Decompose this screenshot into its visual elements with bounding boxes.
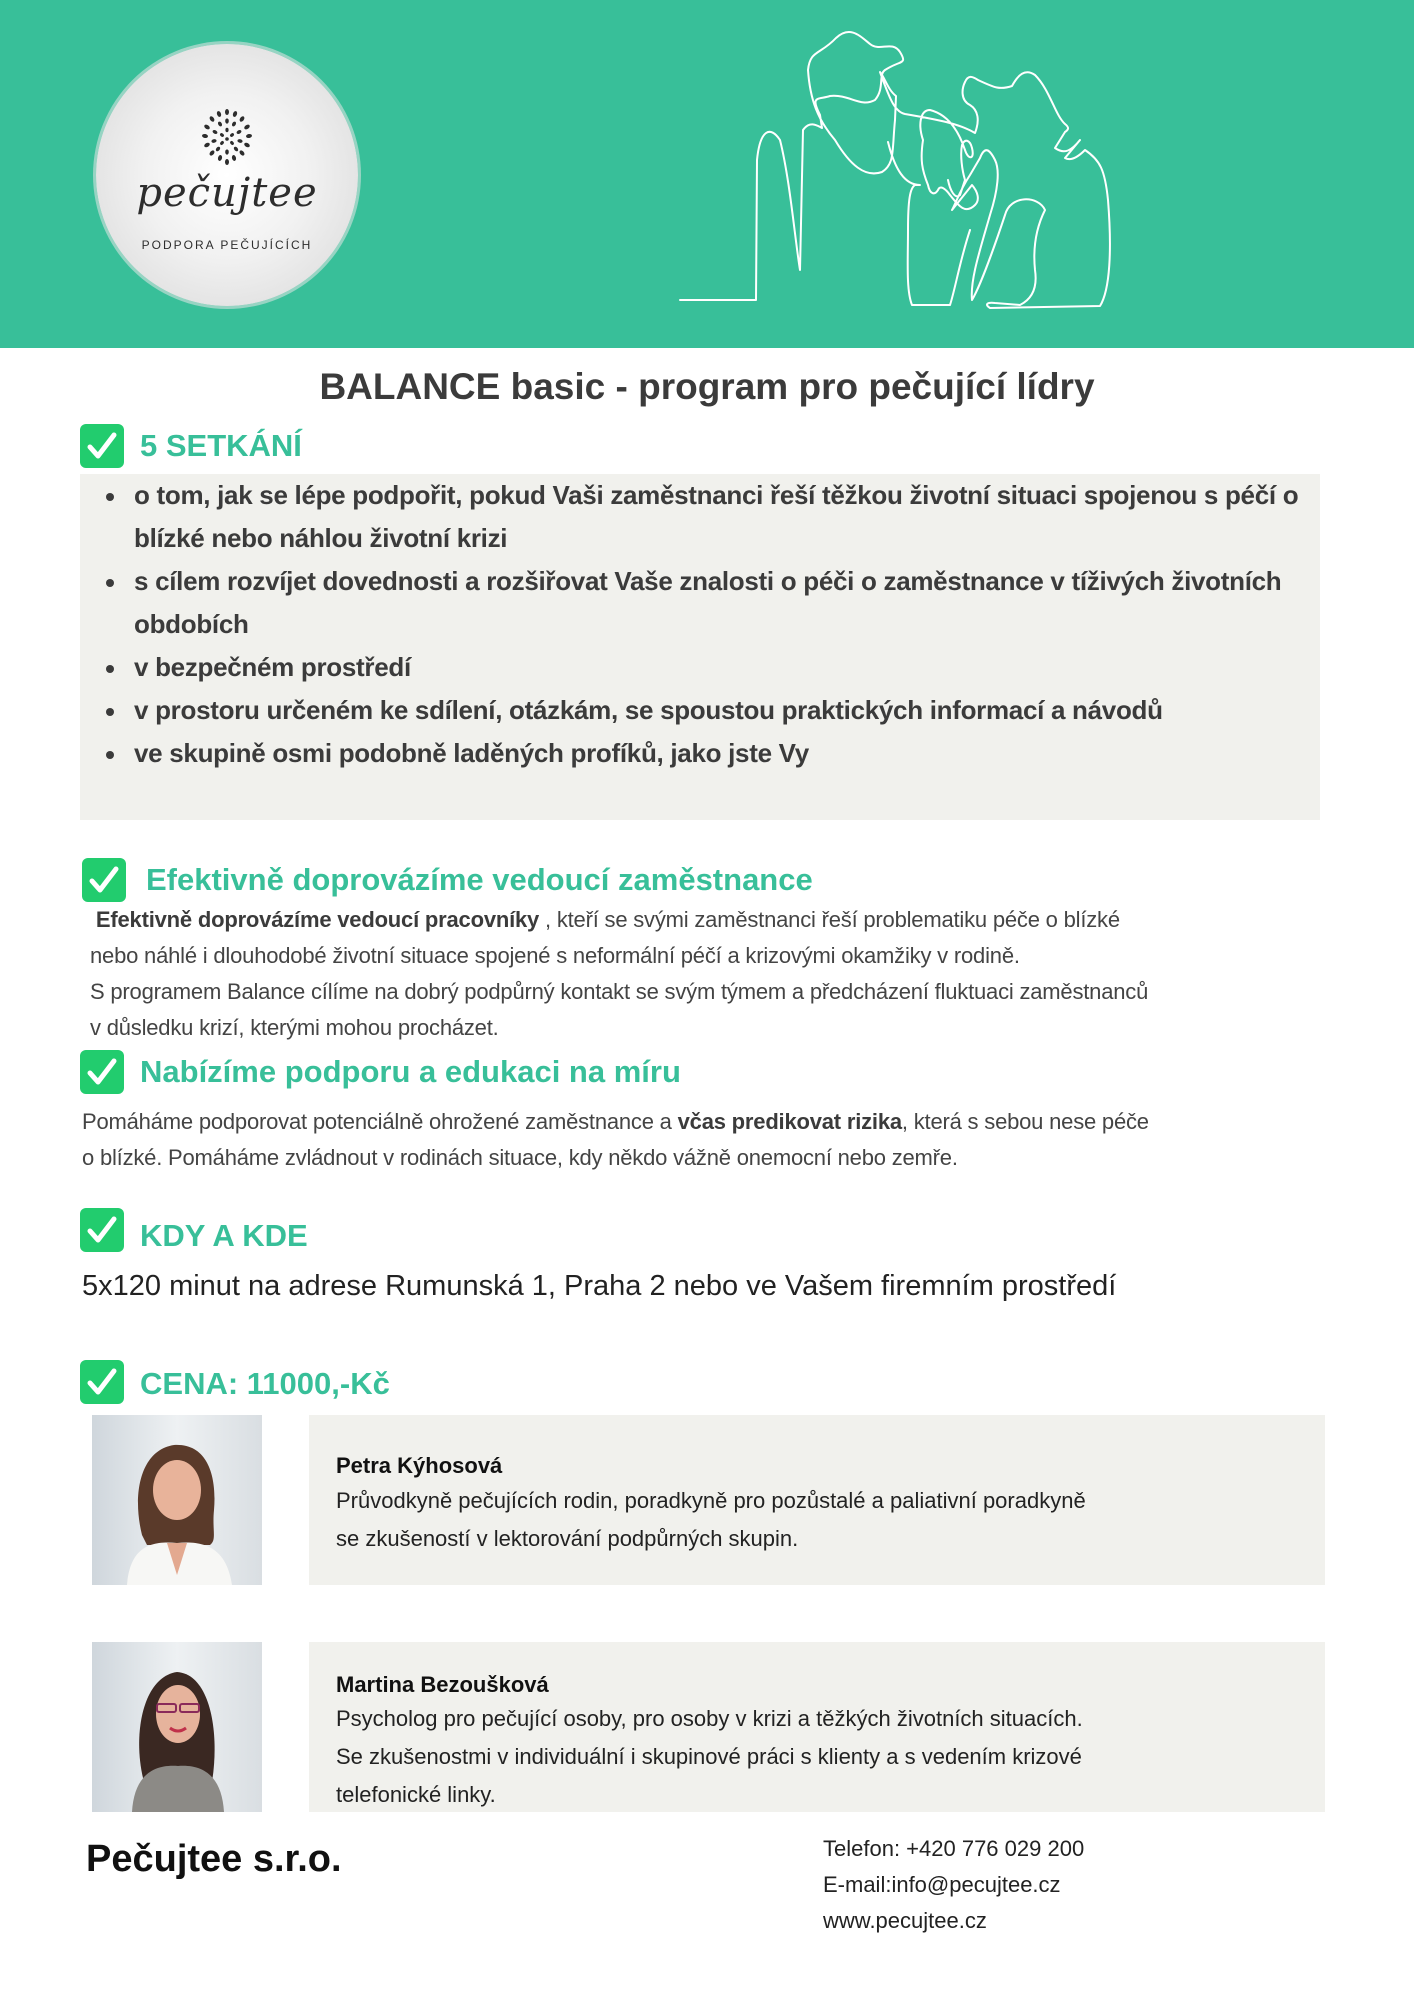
kdy-kde-text: 5x120 minut na adrese Rumunská 1, Praha 2 nebo ve Vašem firemním prostředí bbox=[82, 1270, 1117, 1302]
nabizime-paragraph: Pomáháme podporovat potenciálně ohrožené zaměstnance a včas predikovat rizika, která s sebou nese péče o blízké. Pomáháme zvládnout v rodinách situace, kdy někdo vážně onemocní nebo zemře. bbox=[82, 1109, 1149, 1170]
section-heading-cena: CENA: 11000,-Kč bbox=[140, 1366, 390, 1401]
checkmark-icon bbox=[82, 858, 126, 902]
lecturer-photo-martina bbox=[92, 1642, 262, 1812]
section-heading-setkani: 5 SETKÁNÍ bbox=[140, 428, 302, 463]
header-banner bbox=[0, 0, 1414, 348]
checkmark-icon bbox=[80, 1360, 124, 1404]
logo-wordmark: pečujtee bbox=[136, 170, 318, 216]
checkmark-icon bbox=[80, 424, 124, 468]
setkani-bullet-list bbox=[100, 474, 1340, 775]
caregivers-line-illustration bbox=[660, 0, 1414, 348]
logo bbox=[96, 44, 358, 306]
section-heading-efektivne: Efektivně doprovázíme vedoucí zaměstnance bbox=[146, 862, 813, 897]
section-heading-kdy: KDY A KDE bbox=[140, 1218, 308, 1253]
contact-email[interactable]: E-mail:info@pecujtee.cz bbox=[823, 1872, 1061, 1897]
list-item: v bezpečném prostředí bbox=[100, 646, 1340, 689]
section-heading-nabizime: Nabízíme podporu a edukaci na míru bbox=[140, 1054, 681, 1089]
lecturer-description: Psycholog pro pečující osoby, pro osoby v krizi a těžkých životních situacích. Se zkušenostmi v individuální i skupinové práci s klienty a s vedením krizové telefonické linky. bbox=[336, 1706, 1083, 1807]
lecturer-card-petra bbox=[309, 1415, 1325, 1585]
lecturer-name: Martina Bezoušková bbox=[336, 1672, 549, 1697]
company-name: Pečujtee s.r.o. bbox=[86, 1838, 342, 1880]
lecturer-name: Petra Kýhosová bbox=[336, 1453, 503, 1478]
lecturer-description: Průvodkyně pečujících rodin, poradkyně pro pozůstalé a paliativní poradkyně se zkušeností v lektorování podpůrných skupin. bbox=[336, 1488, 1086, 1551]
logo-subtitle: PODPORA PEČUJÍCÍCH bbox=[141, 238, 313, 252]
contact-website[interactable]: www.pecujtee.cz bbox=[823, 1908, 987, 1933]
efektivne-paragraph: Efektivně doprovázíme vedoucí pracovníky , kteří se svými zaměstnanci řeší problematiku péče o blízké nebo náhlé i dlouhodobé životní situace spojené s neformální péčí a krizovými okamžiky v rodině. S programem Balance cílíme na dobrý podpůrný kontakt se svým týmem a předcházení fluktuaci zaměstnanců v důsledku krizí, kterými mohou procházet. bbox=[90, 907, 1149, 1040]
lecturer-photo-petra bbox=[92, 1415, 262, 1585]
list-item: v prostoru určeném ke sdílení, otázkám, se spoustou praktických informací a návodů bbox=[100, 689, 1340, 732]
list-item: s cílem rozvíjet dovednosti a rozšiřovat Vaše znalosti o péči o zaměstnance v tíživých životních obdobích bbox=[100, 560, 1364, 646]
checkmark-icon bbox=[80, 1208, 124, 1252]
lecturer-card-martina bbox=[309, 1642, 1325, 1812]
contact-phone[interactable]: Telefon: +420 776 029 200 bbox=[823, 1836, 1085, 1861]
page-title: BALANCE basic - program pro pečující lídry bbox=[319, 366, 1095, 407]
list-item: ve skupině osmi podobně laděných profíků, jako jste Vy bbox=[100, 732, 1340, 775]
efektivne-bold-lead: Efektivně doprovázíme vedoucí pracovníky bbox=[95, 907, 540, 932]
flower-dots-icon bbox=[192, 104, 262, 174]
checkmark-icon bbox=[80, 1050, 124, 1094]
nabizime-bold: včas predikovat rizika bbox=[677, 1109, 902, 1134]
list-item: o tom, jak se lépe podpořit, pokud Vaši zaměstnanci řeší těžkou životní situaci spojenou s péčí o blízké nebo náhlou životní krizi bbox=[100, 474, 1364, 560]
